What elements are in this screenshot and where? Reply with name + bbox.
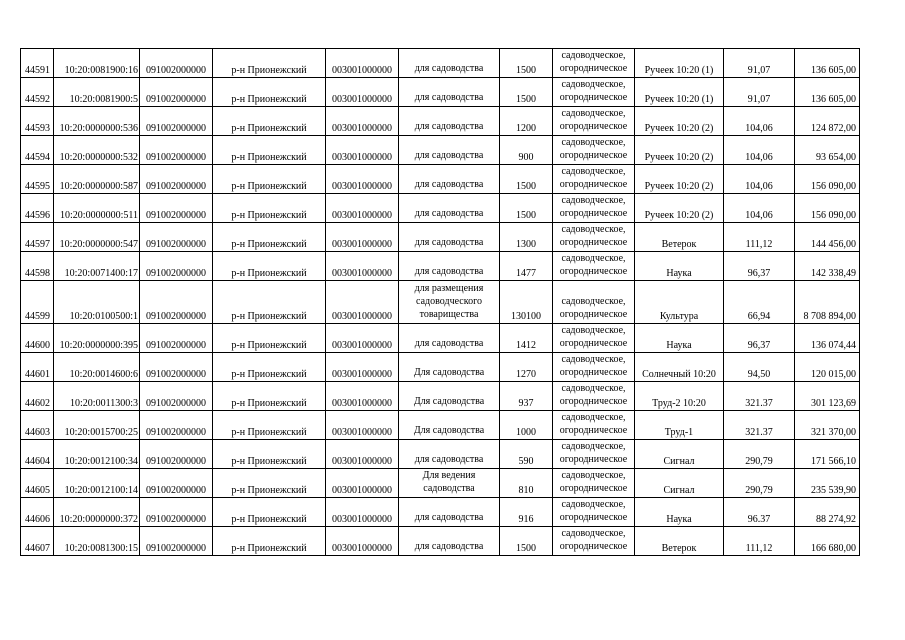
cell-district: р-н Прионежский — [213, 49, 326, 78]
cell-district: р-н Прионежский — [213, 165, 326, 194]
cell-category-code: 003001000000 — [326, 527, 399, 556]
cell-district: р-н Прионежский — [213, 324, 326, 353]
cell-cadastral-value: 156 090,00 — [795, 165, 860, 194]
cell-cadastral-number: 10:20:0014600:6 — [54, 353, 140, 382]
table-row — [21, 194, 860, 223]
cell-location: Солнечный 10:20 — [635, 353, 724, 382]
cell-okato-code: 091002000000 — [140, 440, 213, 469]
cell-use-category: садоводческое, огородническое — [553, 136, 635, 165]
table-row — [21, 382, 860, 411]
cell-okato-code: 091002000000 — [140, 78, 213, 107]
cell-area: 1412 — [500, 324, 553, 353]
cell-use-category: садоводческое, огородническое — [553, 527, 635, 556]
cell-category-code: 003001000000 — [326, 223, 399, 252]
cell-location: Ручеек 10:20 (2) — [635, 107, 724, 136]
cell-cadastral-value: 166 680,00 — [795, 527, 860, 556]
cell-area: 810 — [500, 469, 553, 498]
cell-use-category: садоводческое, огородническое — [553, 469, 635, 498]
cell-record-id: 44603 — [21, 411, 54, 440]
table-row — [21, 440, 860, 469]
cell-area: 1000 — [500, 411, 553, 440]
cell-location: Наука — [635, 252, 724, 281]
cell-cadastral-value: 144 456,00 — [795, 223, 860, 252]
cell-specific-value: 111,12 — [724, 527, 795, 556]
cell-location: Наука — [635, 324, 724, 353]
cell-category-code: 003001000000 — [326, 165, 399, 194]
cell-cadastral-value: 88 274,92 — [795, 498, 860, 527]
cell-area: 916 — [500, 498, 553, 527]
cell-cadastral-value: 142 338,49 — [795, 252, 860, 281]
cell-area: 1477 — [500, 252, 553, 281]
cell-cadastral-number: 10:20:0000000:536 — [54, 107, 140, 136]
cell-okato-code: 091002000000 — [140, 353, 213, 382]
table-row — [21, 49, 860, 78]
cell-specific-value: 290,79 — [724, 440, 795, 469]
cell-cadastral-value: 136 605,00 — [795, 49, 860, 78]
cell-permitted-use: для садоводства — [399, 498, 500, 527]
cell-cadastral-number: 10:20:0081300:15 — [54, 527, 140, 556]
cell-okato-code: 091002000000 — [140, 469, 213, 498]
cell-category-code: 003001000000 — [326, 136, 399, 165]
cell-record-id: 44595 — [21, 165, 54, 194]
cell-area: 590 — [500, 440, 553, 469]
table-row — [21, 498, 860, 527]
cell-category-code: 003001000000 — [326, 324, 399, 353]
cell-cadastral-number: 10:20:0000000:587 — [54, 165, 140, 194]
cell-cadastral-value: 120 015,00 — [795, 353, 860, 382]
cell-cadastral-value: 93 654,00 — [795, 136, 860, 165]
cell-district: р-н Прионежский — [213, 353, 326, 382]
cell-specific-value: 290,79 — [724, 469, 795, 498]
table-row — [21, 107, 860, 136]
table-row — [21, 136, 860, 165]
cell-location: Ветерок — [635, 527, 724, 556]
cell-use-category: садоводческое, огородническое — [553, 281, 635, 324]
table-row — [21, 252, 860, 281]
cell-cadastral-number: 10:20:0012100:34 — [54, 440, 140, 469]
cell-permitted-use: для садоводства — [399, 194, 500, 223]
cell-specific-value: 96.37 — [724, 498, 795, 527]
cell-permitted-use: Для садоводства — [399, 411, 500, 440]
cell-cadastral-number: 10:20:0081900:16 — [54, 49, 140, 78]
cell-specific-value: 104,06 — [724, 136, 795, 165]
cell-category-code: 003001000000 — [326, 353, 399, 382]
cell-okato-code: 091002000000 — [140, 165, 213, 194]
cell-permitted-use: для размещения садоводческого товарищества — [399, 281, 500, 324]
cell-okato-code: 091002000000 — [140, 136, 213, 165]
cell-specific-value: 96,37 — [724, 324, 795, 353]
cell-permitted-use: для садоводства — [399, 78, 500, 107]
cell-area: 1200 — [500, 107, 553, 136]
table-row — [21, 281, 860, 324]
cell-cadastral-value: 136 074,44 — [795, 324, 860, 353]
cell-permitted-use: для садоводства — [399, 107, 500, 136]
cell-okato-code: 091002000000 — [140, 252, 213, 281]
cell-category-code: 003001000000 — [326, 382, 399, 411]
cell-okato-code: 091002000000 — [140, 194, 213, 223]
cell-specific-value: 321.37 — [724, 382, 795, 411]
cell-permitted-use: для садоводства — [399, 252, 500, 281]
cell-use-category: садоводческое, огородническое — [553, 165, 635, 194]
cell-use-category: садоводческое, огородническое — [553, 440, 635, 469]
cell-specific-value: 66,94 — [724, 281, 795, 324]
cell-cadastral-value: 301 123,69 — [795, 382, 860, 411]
cell-cadastral-value: 8 708 894,00 — [795, 281, 860, 324]
cell-cadastral-number: 10:20:0000000:372 — [54, 498, 140, 527]
cell-district: р-н Прионежский — [213, 498, 326, 527]
cell-use-category: садоводческое, огородническое — [553, 223, 635, 252]
cell-specific-value: 104,06 — [724, 194, 795, 223]
cell-use-category: садоводческое, огородническое — [553, 107, 635, 136]
cell-record-id: 44606 — [21, 498, 54, 527]
cell-category-code: 003001000000 — [326, 469, 399, 498]
cell-cadastral-value: 321 370,00 — [795, 411, 860, 440]
cell-specific-value: 321.37 — [724, 411, 795, 440]
cell-district: р-н Прионежский — [213, 194, 326, 223]
cell-okato-code: 091002000000 — [140, 382, 213, 411]
cell-category-code: 003001000000 — [326, 78, 399, 107]
cell-okato-code: 091002000000 — [140, 107, 213, 136]
cell-location: Ветерок — [635, 223, 724, 252]
cell-cadastral-number: 10:20:0015700:25 — [54, 411, 140, 440]
cell-okato-code: 091002000000 — [140, 324, 213, 353]
cell-district: р-н Прионежский — [213, 469, 326, 498]
cell-area: 130100 — [500, 281, 553, 324]
cell-category-code: 003001000000 — [326, 252, 399, 281]
cell-cadastral-number: 10:20:0012100:14 — [54, 469, 140, 498]
table-row — [21, 469, 860, 498]
cell-area: 1500 — [500, 527, 553, 556]
cell-cadastral-number: 10:20:0081900:5 — [54, 78, 140, 107]
cell-category-code: 003001000000 — [326, 411, 399, 440]
cell-location: Сигнал — [635, 440, 724, 469]
table-row — [21, 223, 860, 252]
cell-record-id: 44597 — [21, 223, 54, 252]
cell-cadastral-number: 10:20:0000000:547 — [54, 223, 140, 252]
cell-record-id: 44593 — [21, 107, 54, 136]
cell-specific-value: 96,37 — [724, 252, 795, 281]
cell-district: р-н Прионежский — [213, 281, 326, 324]
cell-record-id: 44607 — [21, 527, 54, 556]
cell-location: Ручеек 10:20 (1) — [635, 49, 724, 78]
cell-location: Наука — [635, 498, 724, 527]
cell-area: 1300 — [500, 223, 553, 252]
cell-district: р-н Прионежский — [213, 136, 326, 165]
cell-use-category: садоводческое, огородническое — [553, 382, 635, 411]
cell-location: Ручеек 10:20 (2) — [635, 136, 724, 165]
cell-cadastral-number: 10:20:0000000:395 — [54, 324, 140, 353]
cell-category-code: 003001000000 — [326, 281, 399, 324]
cell-permitted-use: для садоводства — [399, 165, 500, 194]
table-row — [21, 527, 860, 556]
cell-record-id: 44594 — [21, 136, 54, 165]
cell-permitted-use: для садоводства — [399, 49, 500, 78]
table-body — [21, 49, 860, 556]
table-row — [21, 78, 860, 107]
cell-record-id: 44599 — [21, 281, 54, 324]
cell-location: Ручеек 10:20 (1) — [635, 78, 724, 107]
cell-cadastral-number: 10:20:0000000:511 — [54, 194, 140, 223]
cell-permitted-use: для садоводства — [399, 136, 500, 165]
cell-district: р-н Прионежский — [213, 78, 326, 107]
cell-use-category: садоводческое, огородническое — [553, 252, 635, 281]
cell-permitted-use: Для ведения садоводства — [399, 469, 500, 498]
cell-use-category: садоводческое, огородническое — [553, 49, 635, 78]
cell-area: 1270 — [500, 353, 553, 382]
cell-record-id: 44605 — [21, 469, 54, 498]
cell-record-id: 44596 — [21, 194, 54, 223]
cell-permitted-use: Для садоводства — [399, 353, 500, 382]
cell-cadastral-value: 124 872,00 — [795, 107, 860, 136]
cell-cadastral-value: 136 605,00 — [795, 78, 860, 107]
cell-specific-value: 111,12 — [724, 223, 795, 252]
cell-area: 900 — [500, 136, 553, 165]
cell-cadastral-value: 235 539,90 — [795, 469, 860, 498]
cell-cadastral-value: 156 090,00 — [795, 194, 860, 223]
cell-area: 1500 — [500, 165, 553, 194]
cell-cadastral-number: 10:20:0011300:3 — [54, 382, 140, 411]
cell-location: Культура — [635, 281, 724, 324]
cell-specific-value: 91,07 — [724, 49, 795, 78]
cell-use-category: садоводческое, огородническое — [553, 324, 635, 353]
cell-category-code: 003001000000 — [326, 194, 399, 223]
cell-district: р-н Прионежский — [213, 252, 326, 281]
cell-use-category: садоводческое, огородническое — [553, 353, 635, 382]
land-register-table — [20, 48, 860, 556]
cell-okato-code: 091002000000 — [140, 411, 213, 440]
cell-record-id: 44601 — [21, 353, 54, 382]
cell-specific-value: 94,50 — [724, 353, 795, 382]
cell-use-category: садоводческое, огородническое — [553, 411, 635, 440]
cell-district: р-н Прионежский — [213, 440, 326, 469]
cell-record-id: 44604 — [21, 440, 54, 469]
table-row — [21, 324, 860, 353]
cell-use-category: садоводческое, огородническое — [553, 498, 635, 527]
cell-location: Ручеек 10:20 (2) — [635, 194, 724, 223]
cell-category-code: 003001000000 — [326, 49, 399, 78]
table-row — [21, 353, 860, 382]
cell-area: 1500 — [500, 49, 553, 78]
cell-use-category: садоводческое, огородническое — [553, 194, 635, 223]
cell-record-id: 44598 — [21, 252, 54, 281]
cell-use-category: садоводческое, огородническое — [553, 78, 635, 107]
cell-location: Труд-1 — [635, 411, 724, 440]
cell-district: р-н Прионежский — [213, 527, 326, 556]
cell-okato-code: 091002000000 — [140, 223, 213, 252]
cell-location: Ручеек 10:20 (2) — [635, 165, 724, 194]
cell-area: 937 — [500, 382, 553, 411]
cell-location: Сигнал — [635, 469, 724, 498]
cell-okato-code: 091002000000 — [140, 527, 213, 556]
cell-permitted-use: для садоводства — [399, 440, 500, 469]
cell-okato-code: 091002000000 — [140, 49, 213, 78]
cell-category-code: 003001000000 — [326, 498, 399, 527]
cell-area: 1500 — [500, 78, 553, 107]
table-row — [21, 165, 860, 194]
cell-district: р-н Прионежский — [213, 107, 326, 136]
cell-record-id: 44602 — [21, 382, 54, 411]
cell-category-code: 003001000000 — [326, 107, 399, 136]
cell-area: 1500 — [500, 194, 553, 223]
cell-cadastral-number: 10:20:0100500:1 — [54, 281, 140, 324]
cell-cadastral-number: 10:20:0071400:17 — [54, 252, 140, 281]
table-row — [21, 411, 860, 440]
cell-cadastral-number: 10:20:0000000:532 — [54, 136, 140, 165]
cell-category-code: 003001000000 — [326, 440, 399, 469]
cell-location: Труд-2 10:20 — [635, 382, 724, 411]
cell-cadastral-value: 171 566,10 — [795, 440, 860, 469]
cell-district: р-н Прионежский — [213, 411, 326, 440]
cell-record-id: 44591 — [21, 49, 54, 78]
cell-district: р-н Прионежский — [213, 382, 326, 411]
cell-okato-code: 091002000000 — [140, 498, 213, 527]
cell-specific-value: 91,07 — [724, 78, 795, 107]
cell-permitted-use: Для садоводства — [399, 382, 500, 411]
cell-permitted-use: для садоводства — [399, 324, 500, 353]
cell-specific-value: 104,06 — [724, 107, 795, 136]
cell-record-id: 44592 — [21, 78, 54, 107]
cell-specific-value: 104,06 — [724, 165, 795, 194]
cell-record-id: 44600 — [21, 324, 54, 353]
cell-permitted-use: для садоводства — [399, 527, 500, 556]
cell-district: р-н Прионежский — [213, 223, 326, 252]
cell-okato-code: 091002000000 — [140, 281, 213, 324]
cell-permitted-use: для садоводства — [399, 223, 500, 252]
